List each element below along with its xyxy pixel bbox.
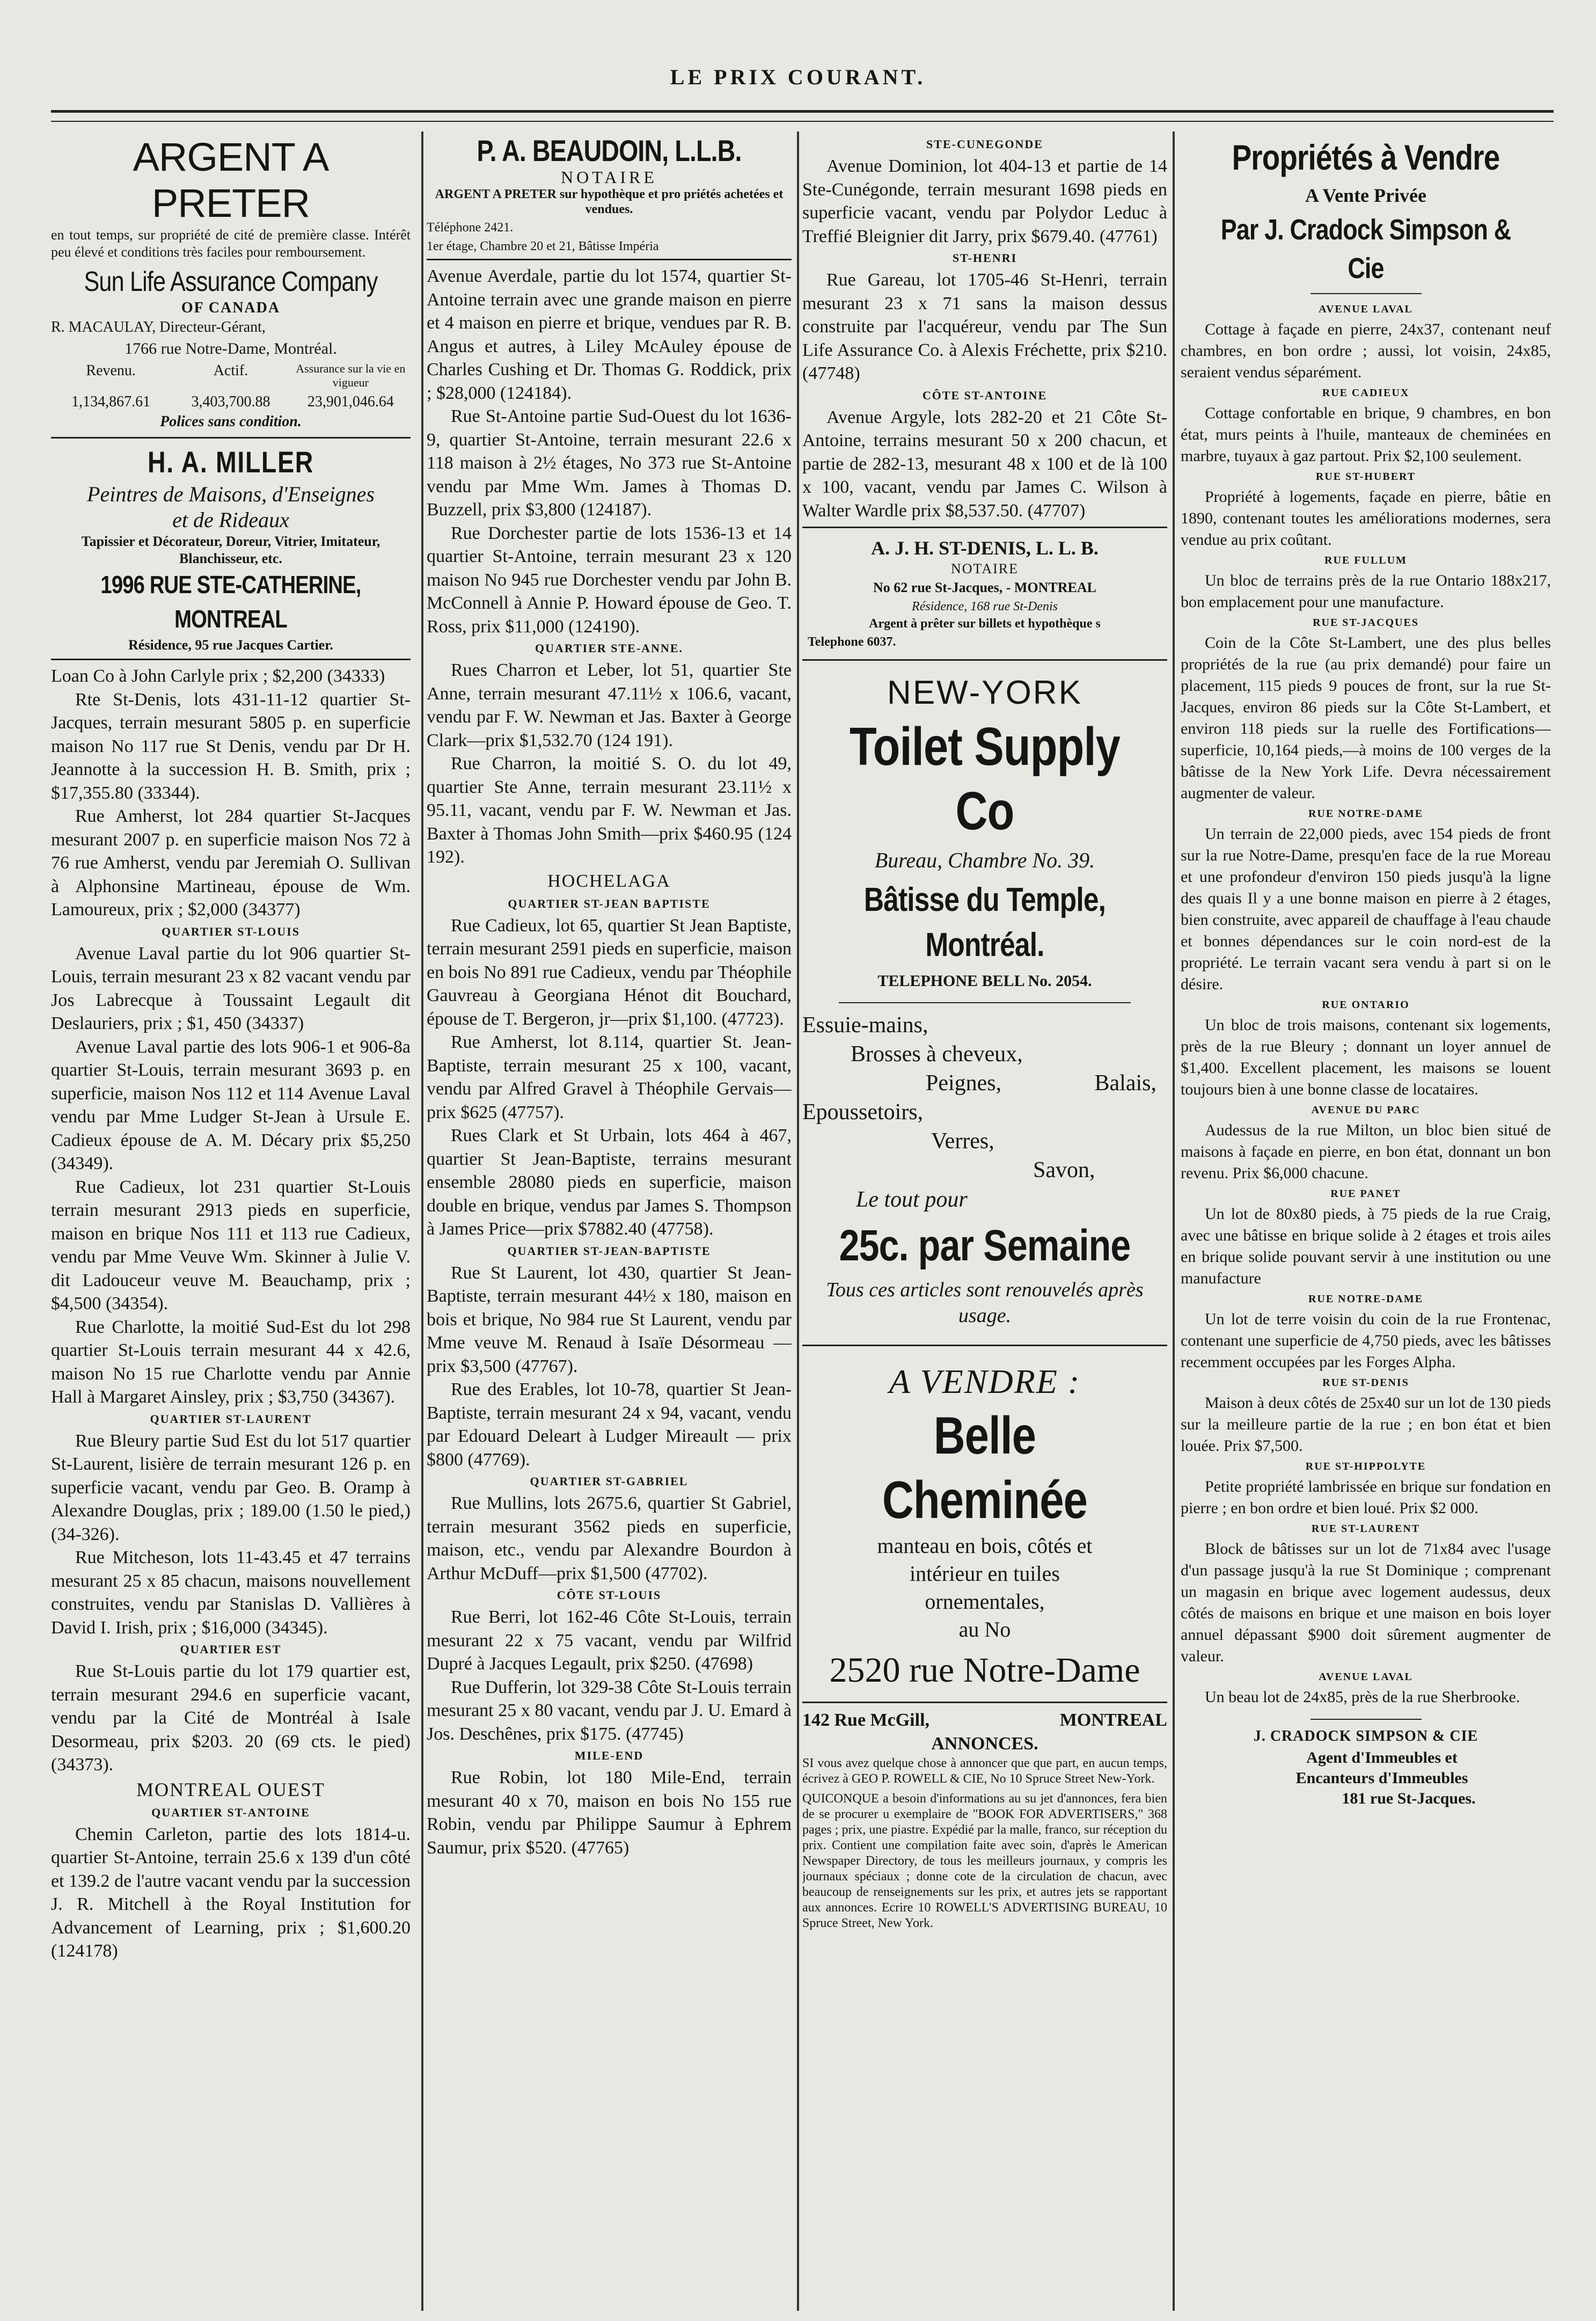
section-heading: QUARTIER ST-ANTOINE [151, 1805, 310, 1819]
beaudoin-name: P. A. BEAUDOIN, L.L.B. [477, 134, 742, 167]
properties-title: Propriétés à Vendre [1232, 137, 1500, 177]
beaudoin-office: 1er étage, Chambre 20 et 21, Bâtisse Impéria [427, 239, 659, 253]
listing: Rues Clark et St Urbain, lots 464 à 467, quartier St Jean-Baptiste, terrains mesurant ensemble 28080 pieds en superficie, maison double en brique, vendus par James S. Thompson à James Price—prix $7882.40 (47758). [427, 1126, 792, 1239]
listing-heading: RUE ST-LAURENT [1311, 1523, 1421, 1535]
listing-text: Cottage confortable en brique, 9 chambres, en bon état, murs peints à l'huile, manteaux de cheminées en marbre, tuyaux à gaz partout. Prix $2,100 seulement. [1181, 404, 1551, 465]
listing: Avenue Laval partie des lots 906-1 et 906-8a quartier St-Louis, terrain mesurant 3693 p. en superficie, maison Nos 112 et 114 Avenue Laval vendu par Mme Ludger St-Jean à Ursule E. Cadieux épouse de A. M. Décary prix $5,250 (34349). [51, 1037, 411, 1173]
toilet-renew: Tous ces articles sont renouvelés après usage. [826, 1279, 1144, 1327]
divider [802, 1345, 1167, 1346]
rowell-street: 142 Rue McGill, [802, 1710, 930, 1730]
section-heading: QUARTIER EST [180, 1643, 282, 1656]
divider [802, 659, 1167, 661]
company-name: Sun Life Assurance Company [84, 266, 378, 297]
item-row [802, 1069, 1167, 1098]
properties-agent: Par J. Cradock Simpson & Cie [1220, 214, 1511, 284]
listing: Rte St-Denis, lots 431-11-12 quartier St-Jacques, terrain mesurant 5805 p. en superficie maison No 117 rue St Denis, vendu par Dr H. Jeannotte à la succession H. B. Smith, prix ; $17,355.80 (33344). [51, 689, 411, 803]
column-rule [1173, 132, 1175, 2311]
st-denis-phone: Telephone 6037. [808, 635, 896, 649]
signature-line-3: 181 rue St-Jacques. [1342, 1790, 1476, 1807]
item-savon: Savon, [1033, 1158, 1095, 1183]
listing-heading: AVENUE LAVAL [1319, 1671, 1413, 1683]
masthead: LE PRIX COURANT. [670, 65, 926, 89]
listing: Rue Mullins, lots 2675.6, quartier St Gabriel, terrain mesurant 3562 pieds en superficie, maison, etc., vendu par Alexandre Bourdon à Arthur McDuff—prix $1,500 (47702). [427, 1493, 792, 1583]
beaudoin-ad [427, 134, 792, 254]
toilet-items [802, 1011, 1167, 1185]
st-denis-ad [802, 536, 1167, 652]
listing: Rue Charron, la moitié S. O. du lot 49, quartier Ste Anne, terrain mesurant 23.11½ x 95.11, vacant, vendu par F. W. Newman et Jas. Baxter à Thomas John Smith—prix $460.95 (124 192). [427, 754, 792, 867]
miller-address: 1996 RUE STE-CATHERINE, MONTREAL [100, 571, 361, 633]
item-peignes: Peignes, [926, 1071, 1002, 1096]
section-heading: CÔTE ST-LOUIS [557, 1588, 662, 1602]
listing: Rue Mitcheson, lots 11-43.45 et 47 terrains mesurant 25 x 85 chacun, maisons nouvellement construites, vendu par Stanislas D. Vallières à David I. Irish, prix ; $16,000 (34345). [51, 1548, 411, 1638]
ad-body: en tout temps, sur propriété de cité de première classe. Intérêt peu élevé et conditions très faciles pour remboursement. [51, 227, 411, 260]
listing: Rue Dufferin, lot 329-38 Côte St-Louis terrain mesurant 25 x 80 vacant, vendu par J. U. Emard à Jos. Deschênes, prix $175. (47745) [427, 1677, 792, 1744]
insurance-value: 23,901,046.64 [307, 393, 394, 410]
revenue-label: Revenu. [86, 362, 136, 379]
listing-heading: RUE NOTRE-DAME [1308, 808, 1424, 820]
item-balais: Balais, [1094, 1071, 1156, 1096]
listing-text: Block de bâtisses sur un lot de 71x84 avec l'usage d'un passage jusqu'à la rue St Dominique ; comprenant un magasin en brique avec logement audessus, deux côtés de maisons en brique et une maison en bois loyer annuel dépassant $900 doit sûrement augmenter de valeur. [1181, 1540, 1551, 1665]
listing: Loan Co à John Carlyle prix ; $2,200 (34333) [51, 666, 385, 686]
listing: Rue Charlotte, la moitié Sud-Est du lot 298 quartier St-Louis terrain mesurant 44 x 42.6, maison No 15 rue Charlotte vendu par Annie Hall à Margaret Ainsley, prix ; $3,750 (34367). [51, 1317, 411, 1407]
listing: Rue Amherst, lot 8.114, quartier St. Jean-Baptiste, terrain mesurant 25 x 100, vacant, vendu par Alfred Gravel à Théophile Gervais—prix $625 (47757). [427, 1032, 792, 1122]
divider [839, 1002, 1131, 1003]
listing: Avenue Dominion, lot 404-13 et partie de 14 Ste-Cunégonde, terrain mesurant 1698 pieds en superficie vacant, vendu par Polydor Leduc à Treffié Bleignier dit Jarry, prix $679.40. (47761) [802, 156, 1167, 246]
listing: Avenue Averdale, partie du lot 1574, quartier St-Antoine terrain avec une grande maison en pierre et 4 maison en pierre et brique, vendues par R. B. Angus et autres, à Liley McAuley épouse de Charles Cushing et Dr. Thomas G. Roddick, prix ; $28,000 (124184). [427, 266, 792, 403]
top-rule [51, 110, 1554, 113]
miller-name: H. A. MILLER [148, 445, 314, 479]
rowell-title: ANNONCES. [931, 1734, 1038, 1754]
section-heading: QUARTIER ST-LAURENT [150, 1412, 312, 1426]
st-denis-residence: Résidence, 168 rue St-Denis [912, 600, 1058, 614]
vendre-address: 2520 rue Notre-Dame [829, 1651, 1140, 1690]
divider [51, 437, 411, 439]
listing: Chemin Carleton, partie des lots 1814-u. quartier St-Antoine, terrain 25.6 x 139 d'un côté et 139.2 de l'autre vacant vendu par la succession J. R. Mitchell à the Royal Institution for Advancement of Learning, prix ; $1,600.20 (124178) [51, 1824, 411, 1961]
listing: Rue Cadieux, lot 231 quartier St-Louis terrain mesurant 2913 pieds en superficie, maison en brique Nos 111 et 113 rue Cadieux, vendu par Mme Veuve Wm. Skinner à Julie V. dit Ladouceur veuve M. Beauchamp, prix ; $4,500 (34354). [51, 1177, 411, 1313]
listing: Avenue Laval partie du lot 906 quartier St-Louis, terrain mesurant 23 x 82 vacant vendu par Jos Labrecque à Toussaint Legault dit Deslauriers, prix ; $1, 450 (34337) [51, 943, 411, 1033]
listing-heading: RUE PANET [1330, 1188, 1401, 1200]
listing-heading: AVENUE LAVAL [1319, 303, 1413, 315]
listing: Rue St-Louis partie du lot 179 quartier est, terrain mesurant 294.6 en superficie vacant, vendu par la Cité de Montréal à Isale Desormeau, prix $203. 20 (69 cts. le pied) (34373). [51, 1661, 411, 1775]
signature-line-2: Encanteurs d'Immeubles [1295, 1769, 1468, 1787]
toilet-tout: Le tout pour [856, 1187, 968, 1212]
miller-trade-1: Peintres de Maisons, d'Enseignes [87, 482, 375, 506]
top-rule-thin [51, 121, 1554, 122]
item-brosses: Brosses à cheveux, [851, 1042, 1023, 1067]
vendre-line-2: intérieur en tuiles [910, 1561, 1060, 1586]
listing-heading: AVENUE DU PARC [1311, 1104, 1421, 1116]
company-country: OF CANADA [181, 300, 281, 316]
property-listings [1181, 300, 1551, 1708]
section-heading: QUARTIER ST-GABRIEL [530, 1475, 689, 1488]
beaudoin-body: ARGENT A PRETER sur hypothèque et pro priétés achetées et vendues. [435, 187, 784, 216]
beaudoin-phone: Téléphone 2421. [427, 221, 514, 235]
listing: Rue Cadieux, lot 65, quartier St Jean Baptiste, terrain mesurant 2591 pieds en superficie, maison en bois No 891 rue Cadieux, vendu par Théophile Gauvreau à Georgiana Hénot dit Bouchard, épouse de T. Bergeron, jr—prix $1,100. (47723). [427, 915, 792, 1029]
listing-heading: RUE ST-JACQUES [1313, 617, 1419, 629]
rowell-p1: SI vous avez quelque chose à annoncer que que part, en aucun temps, écrivez à GEO P. ROWELL & CIE, No 10 Spruce Street New-York. [802, 1756, 1167, 1786]
rowell-ad [802, 1709, 1167, 1931]
assets-label: Actif. [213, 362, 248, 379]
section-heading: STE-CUNEGONDE [926, 137, 1043, 151]
listing-text: Coin de la Côte St-Lambert, une des plus belles propriétés de la rue (au prix demandé) pour faire un placement, 115 pieds 9 pouces de front, sur la rue St-Jacques, environ 86 pieds sur la Côte St-Lambert, et environ 118 pieds sur la ruelle des Fortifications—superficie, 10,164 pieds,—à moins de 100 verges de la bâtisse de la New York Life. Devra nécessairement augmenter de valeur. [1181, 634, 1551, 802]
assets-value: 3,403,700.88 [191, 393, 270, 410]
column-rule [421, 132, 423, 2311]
listing: Rue Dorchester partie de lots 1536-13 et 14 quartier St-Antoine, terrain mesurant 23 x 120 maison No 945 rue Dorchester vendu par John B. McConnell à Annie P. Howard épouse de Geo. T. Ross, prix $11,000 (124190). [427, 523, 792, 637]
divider [1311, 1719, 1422, 1720]
toilet-building: Bâtisse du Temple, Montréal. [863, 881, 1106, 964]
st-denis-address: No 62 rue St-Jacques, - MONTREAL [873, 580, 1096, 595]
section-heading: CÔTE ST-ANTOINE [922, 388, 1048, 402]
toilet-supply-ad [802, 672, 1167, 1329]
ad-heading: ARGENT A PRETER [133, 135, 329, 225]
address: 1766 rue Notre-Dame, Montréal. [125, 340, 337, 357]
listing-heading: RUE NOTRE-DAME [1308, 1293, 1424, 1305]
vendre-heading: A VENDRE : [889, 1362, 1081, 1400]
vendre-line-1: manteau en bois, côtés et [877, 1534, 1093, 1558]
rowell-city: MONTREAL [1059, 1710, 1167, 1730]
item-essuie-mains: Essuie-mains, [802, 1013, 928, 1038]
section-heading: QUARTIER STE-ANNE. [535, 641, 684, 655]
listing-text: Un bloc de trois maisons, contenant six logements, près de la rue Bleury ; donnant un loyer annuel de $1,400. Excellent placement, les maisons se louent toujours bien à une bonne classe de locataires. [1181, 1016, 1551, 1098]
listing-text: Un beau lot de 24x85, près de la rue Sherbrooke. [1205, 1688, 1520, 1706]
miller-ad [51, 443, 411, 654]
revenue-value: 1,134,867.61 [71, 393, 151, 410]
listing: Rues Charron et Leber, lot 51, quartier Ste Anne, terrain mesurant 47.11½ x 106.6, vacant, vendu par F. W. Newman et Jas. Baxter à George Clark—prix $1,532.70 (124 191). [427, 660, 792, 750]
listing-text: Un lot de 80x80 pieds, à 75 pieds de la rue Craig, avec une bâtisse en brique solide à 2 étages et trois ailes en brique solide pouvant servir à une institution ou une manufacture [1181, 1205, 1551, 1287]
properties-subtitle: A Vente Privée [1305, 185, 1426, 206]
column-3 [802, 134, 1167, 2308]
cheminee-ad [802, 1360, 1167, 1697]
rowell-header [802, 1709, 1167, 1732]
toilet-phone: TELEPHONE BELL No. 2054. [877, 972, 1092, 990]
miller-desc: Tapissier et Décorateur, Doreur, Vitrier, Imitateur, Blanchisseur, etc. [81, 534, 380, 566]
toilet-name: Toilet Supply Co [849, 717, 1121, 841]
divider [427, 259, 792, 260]
sun-life-ad [51, 134, 411, 433]
vendre-title: Belle Cheminée [882, 1406, 1088, 1529]
director: R. MACAULAY, Directeur-Gérant, [51, 319, 266, 335]
divider [1311, 293, 1422, 294]
divider [51, 659, 411, 660]
listing-text: Audessus de la rue Milton, un bloc bien situé de maisons à façade en pierre, en bon état, donnant un bon revenu. Prix $6,000 chacune. [1181, 1121, 1551, 1182]
column-2 [427, 134, 792, 2308]
listing: Rue des Erables, lot 10-78, quartier St Jean-Baptiste, terrain mesurant 24 x 94, vacant, vendu par Edouard Deleart à Ludger Mireault — prix $800 (47769). [427, 1380, 792, 1470]
stats-values [51, 393, 411, 411]
st-denis-name: A. J. H. ST-DENIS, L. L. B. [871, 537, 1099, 559]
listing-text: Petite propriété lambrissée en brique sur fondation en pierre ; en bon ordre et bien loué. Prix $2 000. [1181, 1478, 1551, 1517]
signature-line-1: Agent d'Immeubles et [1306, 1749, 1458, 1767]
miller-residence: Résidence, 95 rue Jacques Cartier. [128, 637, 333, 653]
insurance-label: Assurance sur la vie en vigueur [296, 362, 406, 389]
miller-trade-2: et de Rideaux [172, 508, 289, 532]
listing-text: Un terrain de 22,000 pieds, avec 154 pieds de front sur la rue Notre-Dame, presqu'en face de la rue Moreau et une profondeur d'environ 150 pieds jusqu'à la ligne des quais Il y a une bonne maison en pierre à 2 étages, bien construite, avec appareil de chauffage à l'eau chaude et bonnes dépendances sur le coin nord-est de la propriété. Le terrain vacant sera vendu à part si on le désire. [1181, 825, 1551, 993]
section-heading-large: HOCHELAGA [547, 871, 671, 891]
listing: Rue St Laurent, lot 430, quartier St Jean-Baptiste, terrain mesurant 44½ x 180, maison en bois et brique, No 984 rue St Laurent, vendu par Mme veuve M. Renaud à Isaïe Désormeau — prix $3,500 (47767). [427, 1262, 792, 1376]
item-verres: Verres, [931, 1129, 994, 1154]
listing: Rue Bleury partie Sud Est du lot 517 quartier St-Laurent, lisière de terrain mesurant 126 p. en superficie vacant, vendu par Geo. B. Oramp à Alexandre Douglas, prix ; 189.00 (1.50 le pied,) (34-326). [51, 1430, 411, 1544]
signature-name: J. CRADOCK SIMPSON & CIE [1253, 1728, 1478, 1745]
column-4 [1181, 134, 1551, 2308]
listing: Rue Gareau, lot 1705-46 St-Henri, terrain mesurant 23 x 71 sans la maison dessus construite par l'acquéreur, vendu par The Sun Life Assurance Co. à Alexis Fréchette, prix $210. (47748) [802, 270, 1167, 383]
listing-heading: RUE ST-DENIS [1322, 1377, 1409, 1389]
beaudoin-title: NOTAIRE [561, 167, 657, 187]
vendre-line-3: ornementales, [925, 1589, 1045, 1614]
st-denis-title: NOTAIRE [950, 561, 1019, 576]
rowell-p2: QUICONQUE a besoin d'informations au su jet d'annonces, fera bien de se procurer u exemplaire de "BOOK FOR ADVERTISERS," 368 pages ; prix, une piastre. Expédié par la malle, franco, sur réception du prix. Contient une compilation faite avec soin, d'après le American Newspaper Directory, de tous les meilleurs journaux, y compris les journaux spéciaux ; donne cote de la circulation de chacun, avec beaucoup de renseignements sur les prix, et autres jets se rapportant aux annonces. Ecrire 10 ROWELL'S ADVERTISING BUREAU, 10 Spruce Street, New York. [802, 1792, 1167, 1930]
listing: Rue Berri, lot 162-46 Côte St-Louis, terrain mesurant 22 x 75 vacant, vendu par Wilfrid Dupré à Jacques Legault, prix $250. (47698) [427, 1607, 792, 1674]
listing-heading: RUE FULLUM [1324, 554, 1407, 566]
item-epoussetoirs: Epoussetoirs, [802, 1100, 924, 1125]
ad-footer: Polices sans condition. [160, 413, 302, 430]
stats-header [51, 362, 411, 390]
listing-heading: RUE ONTARIO [1322, 999, 1410, 1011]
divider [802, 527, 1167, 528]
listing-text: Maison à deux côtés de 25x40 sur un lot de 130 pieds sur la meilleure partie de la rue ; en bon état et bien louée. Prix $7,500. [1181, 1394, 1551, 1455]
listing-text: Propriété à logements, façade en pierre, bâtie en 1890, contenant toutes les améliorations modernes, sera vendue au prix coûtant. [1181, 488, 1551, 549]
listing: Rue Robin, lot 180 Mile-End, terrain mesurant 40 x 70, maison en bois No 155 rue Robin, vendu par Philippe Saumur à Ephrem Saumur, prix $520. (47765) [427, 1768, 792, 1858]
listing-text: Cottage à façade en pierre, 24x37, contenant neuf chambres, en bon ordre ; aussi, lot voisin, 24x85, seraient vendus séparément. [1181, 320, 1551, 381]
section-heading: MILE-END [574, 1749, 644, 1762]
listing-text: Un bloc de terrains près de la rue Ontario 188x217, bon emplacement pour une manufacture. [1181, 572, 1551, 611]
listing-heading: RUE ST-HUBERT [1315, 471, 1416, 483]
listing-text: Un lot de terre voisin du coin de la rue Frontenac, contenant une superficie de 4,750 pieds, avec les bâtisses recemment occupées par les Forges Alpha. [1181, 1310, 1551, 1371]
section-heading: QUARTIER ST-LOUIS [162, 924, 300, 938]
section-heading: QUARTIER ST-JEAN-BAPTISTE [507, 1244, 711, 1258]
st-denis-body: Argent à prêter sur billets et hypothèque s [869, 617, 1101, 631]
section-heading: ST-HENRI [952, 251, 1017, 265]
column-1 [51, 134, 411, 2308]
listing: Rue St-Antoine partie Sud-Ouest du lot 1636-9, quartier St-Antoine, terrain mesurant 22.6 x 118 maison à 2½ étages, No 373 rue St-Antoine vendu par Mme Wm. James à Thomas D. Buzzell, prix $3,800 (124187). [427, 406, 792, 520]
section-heading-large: MONTREAL OUEST [136, 1778, 325, 1800]
listing-heading: RUE ST-HIPPOLYTE [1305, 1461, 1426, 1472]
listing: Avenue Argyle, lots 282-20 et 21 Côte St-Antoine, terrains mesurant 50 x 200 chacun, et partie de 282-13, mesurant 48 x 100 et de là 100 x 100, vacant, vendu par James C. Wilson à Walter Wardle prix $8,537.50. (47707) [802, 407, 1167, 521]
toilet-bureau: Bureau, Chambre No. 39. [874, 848, 1095, 872]
toilet-price: 25c. par Semaine [839, 1221, 1131, 1270]
listing: Rue Amherst, lot 284 quartier St-Jacques mesurant 2007 p. en superficie maison Nos 72 à 76 rue Amherst, vendu par Jeremiah O. Sullivan à Alphonsine Martineau, épouse de Wm. Lamoureux, prix ; $2,000 (34377) [51, 806, 411, 919]
section-heading: QUARTIER ST-JEAN BAPTISTE [508, 896, 711, 910]
vendre-line-4: au No [958, 1617, 1011, 1641]
column-rule [797, 132, 799, 2311]
toilet-city: NEW-YORK [887, 674, 1082, 711]
divider [802, 1702, 1167, 1703]
listing-heading: RUE CADIEUX [1322, 387, 1410, 399]
